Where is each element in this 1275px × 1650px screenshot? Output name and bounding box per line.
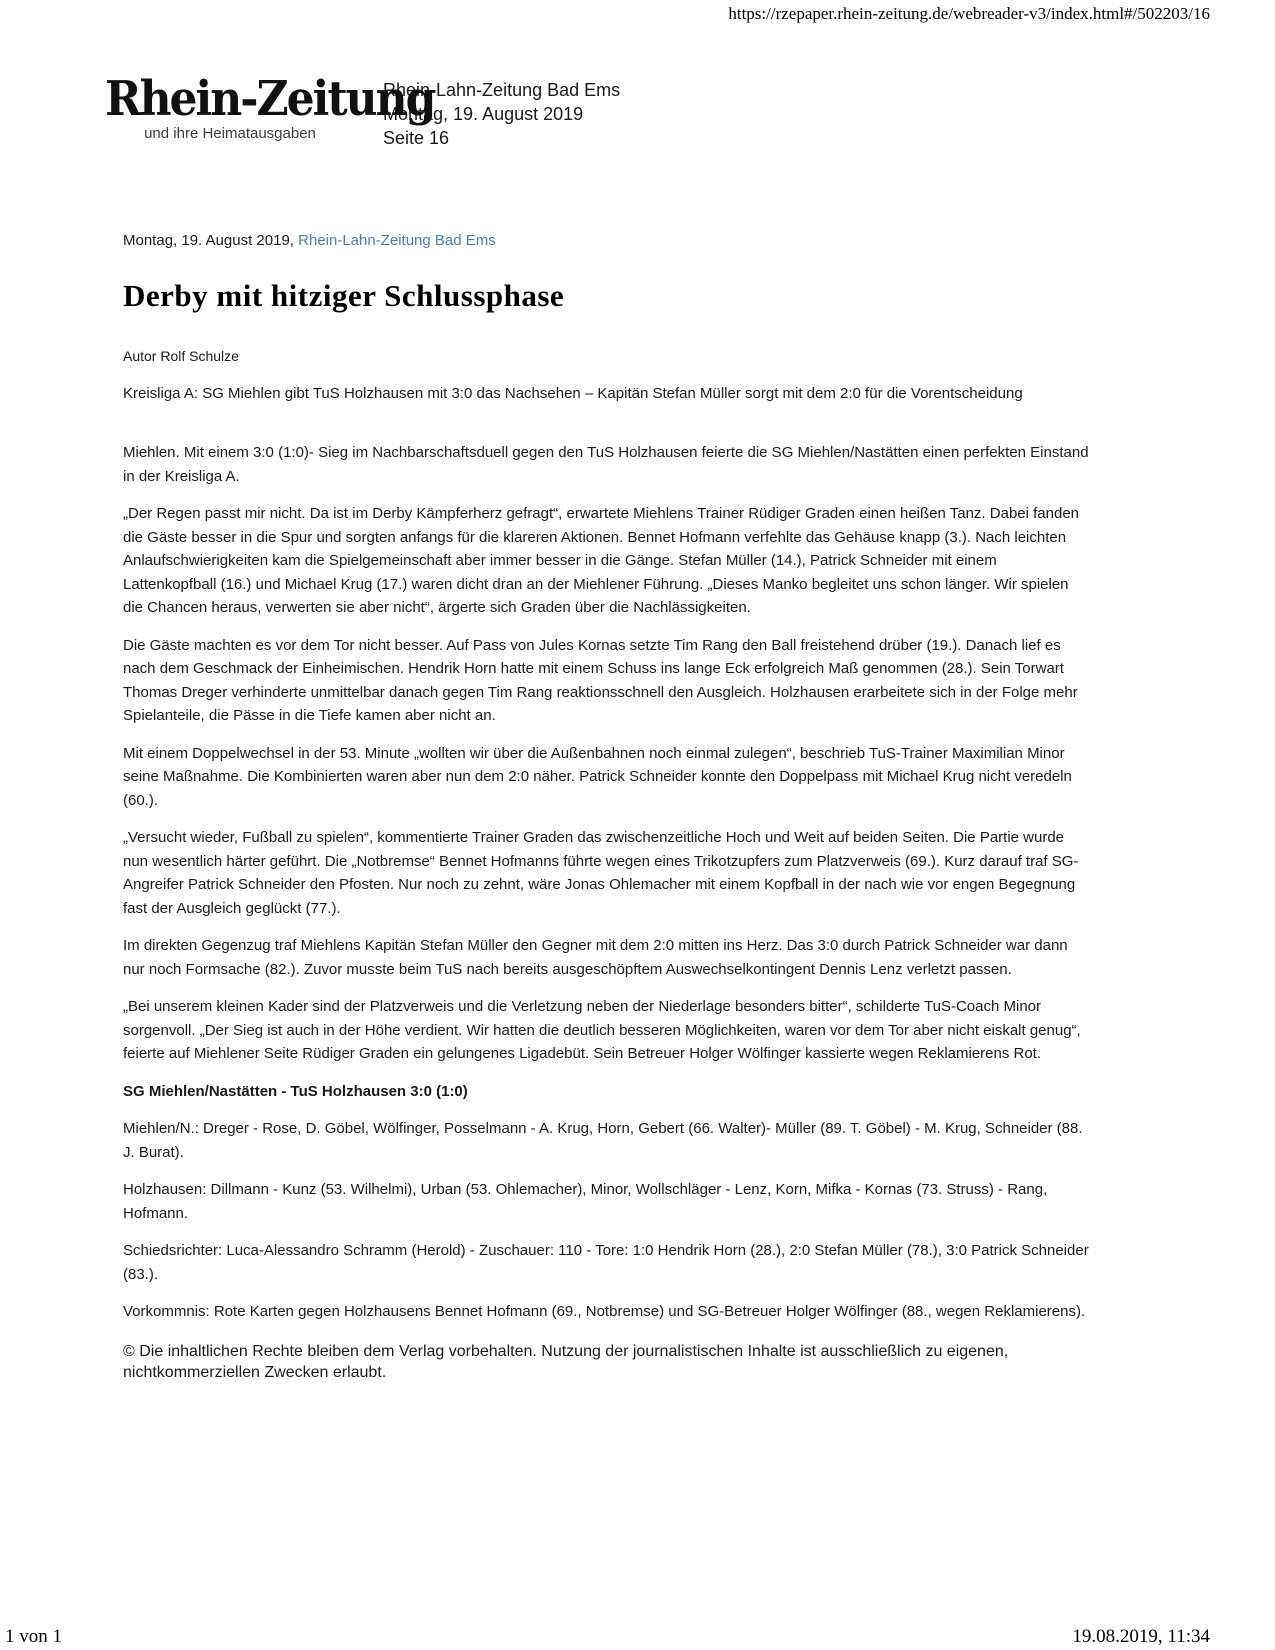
article-subtitle: Kreisliga A: SG Miehlen gibt TuS Holzhausen mit 3:0 das Nachsehen – Kapitän Stefan Müller sorgt mit dem 2:0 für die Vorentscheidung: [123, 385, 1023, 402]
masthead-edition: Rhein-Lahn-Zeitung Bad Ems: [383, 80, 621, 100]
article-paragraph: Miehlen. Mit einem 3:0 (1:0)- Sieg im Nachbarschaftsduell gegen den TuS Holzhausen feierte die SG Miehlen/Nastätten einen perfekten Einstand in der Kreisliga A.: [123, 444, 1089, 485]
article: [123, 232, 1090, 1383]
lineup-holzhausen: Holzhausen: Dillmann - Kunz (53. Wilhelmi), Urban (53. Ohlemacher), Minor, Wollschläger - Lenz, Korn, Mifka - Kornas (73. Struss) - Rang, Hofmann.: [123, 1181, 1048, 1222]
match-incidents: Vorkommnis: Rote Karten gegen Holzhausens Bennet Hofmann (69., Notbremse) und SG-Betreuer Holger Wölfinger (88., wegen Reklamierens).: [123, 1303, 1086, 1320]
dateline-edition-link[interactable]: Rhein-Lahn-Zeitung Bad Ems: [298, 232, 496, 249]
article-paragraph: „Der Regen passt mir nicht. Da ist im Derby Kämpferherz gefragt“, erwartete Miehlens Trainer Rüdiger Graden einen heißen Tanz. Dabei fanden die Gäste besser in die Spur und sorgten anfangs für die klareren Aktionen. Bennet Hofmann verfehlte das Gehäuse knapp (3.). Nach leichten Anlaufschwierigkeiten kam die Spielgemeinschaft aber immer besser in die Gänge. Stefan Müller (14.), Patrick Schneider mit einem Lattenkopfball (16.) und Michael Krug (17.) waren dicht dran an der Miehlener Führung. „Dieses Manko begleitet uns schon länger. Wir spielen die Chancen heraus, verwerten sie aber nicht“, ärgerte sich Graden über die Nachlässigkeiten.: [123, 505, 1080, 616]
article-paragraph: Mit einem Doppelwechsel in der 53. Minute „wollten wir über die Außenbahnen noch einmal zulegen“, beschrieb TuS-Trainer Maximilian Minor seine Maßnahme. Die Kombinierten waren aber nun dem 2:0 näher. Patrick Schneider konnte den Doppelpass mit Michael Krug nicht veredeln (60.).: [123, 744, 1072, 809]
article-author: Autor Rolf Schulze: [123, 348, 239, 364]
masthead-date: Montag, 19. August 2019: [383, 104, 584, 124]
logo-wordmark: Rhein-Zeitung: [105, 71, 435, 127]
print-header-url: https://rzepaper.rhein-zeitung.de/webreader-v3/index.html#/502203/16: [728, 4, 1210, 23]
masthead-page-number: Seite 16: [383, 128, 450, 148]
article-body: [123, 441, 1090, 1383]
print-footer-timestamp: 19.08.2019, 11:34: [1072, 1626, 1210, 1647]
match-facts: Schiedsrichter: Luca-Alessandro Schramm (Herold) - Zuschauer: 110 - Tore: 1:0 Hendrik Horn (28.), 2:0 Stefan Müller (78.), 3:0 Patrick Schneider (83.).: [123, 1242, 1089, 1283]
article-dateline: [123, 232, 1090, 249]
article-paragraph: Im direkten Gegenzug traf Miehlens Kapitän Stefan Müller den Gegner mit dem 2:0 mitten ins Herz. Das 3:0 durch Patrick Schneider war dann nur noch Formsache (82.). Zuvor musste beim TuS nach bereits ausgeschöpftem Auswechselkontingent Dennis Lenz verletzt passen.: [123, 937, 1068, 978]
article-paragraph: „Bei unserem kleinen Kader sind der Platzverweis und die Verletzung neben der Niederlage besonders bitter“, schilderte TuS-Coach Minor sorgenvoll. „Der Sieg ist auch in der Höhe verdient. Wir hatten die deutlich besseren Möglichkeiten, waren vor dem Tor aber nicht eiskalt genug“, feierte auf Miehlener Seite Rüdiger Graden ein gelungenes Ligadebüt. Sein Betreuer Holger Wölfinger kassierte wegen Reklamierens Rot.: [123, 998, 1081, 1062]
logo-tagline: und ihre Heimatausgaben: [144, 125, 316, 142]
match-result-header: SG Miehlen/Nastätten - TuS Holzhausen 3:0 (1:0): [123, 1082, 468, 1100]
copyright-notice: © Die inhaltlichen Rechte bleiben dem Verlag vorbehalten. Nutzung der journalistischen Inhalte ist ausschließlich zu eigenen, nichtkommerziellen Zwecken erlaubt.: [123, 1342, 1009, 1381]
lineup-miehlen: Miehlen/N.: Dreger - Rose, D. Göbel, Wölfinger, Posselmann - A. Krug, Horn, Gebert (66. Walter)- Müller (89. T. Göbel) - M. Krug, Schneider (88. J. Burat).: [123, 1120, 1083, 1161]
masthead: [105, 71, 621, 150]
article-title: Derby mit hitziger Schlussphase: [123, 278, 565, 313]
print-footer-page-count: 1 von 1: [5, 1626, 62, 1647]
article-paragraph: Die Gäste machten es vor dem Tor nicht besser. Auf Pass von Jules Kornas setzte Tim Rang den Ball freistehend drüber (19.). Danach lief es nach dem Geschmack der Einheimischen. Hendrik Horn hatte mit einem Schuss ins lange Eck erfolgreich Maß genommen (28.). Sein Torwart Thomas Dreger verhinderte unmittelbar danach gegen Tim Rang reaktionsschnell den Ausgleich. Holzhausen erarbeitete sich in der Folge mehr Spielanteile, die Pässe in die Tiefe kamen aber nicht an.: [123, 636, 1078, 724]
dateline-date: Montag, 19. August 2019,: [123, 232, 299, 249]
article-paragraph: „Versucht wieder, Fußball zu spielen“, kommentierte Trainer Graden das zwischenzeitliche Hoch und Weit auf beiden Seiten. Die Partie wurde nun wesentlich härter geführt. Die „Notbremse“ Bennet Hofmanns führte wegen eines Trikotzupfers zum Platzverweis (69.). Kurz darauf traf SG-Angreifer Patrick Schneider den Pfosten. Nur noch zu zehnt, wäre Jonas Ohlemacher mit einem Kopfball in der nach wie vor engen Begegnung fast der Ausgleich geglückt (77.).: [123, 829, 1079, 917]
